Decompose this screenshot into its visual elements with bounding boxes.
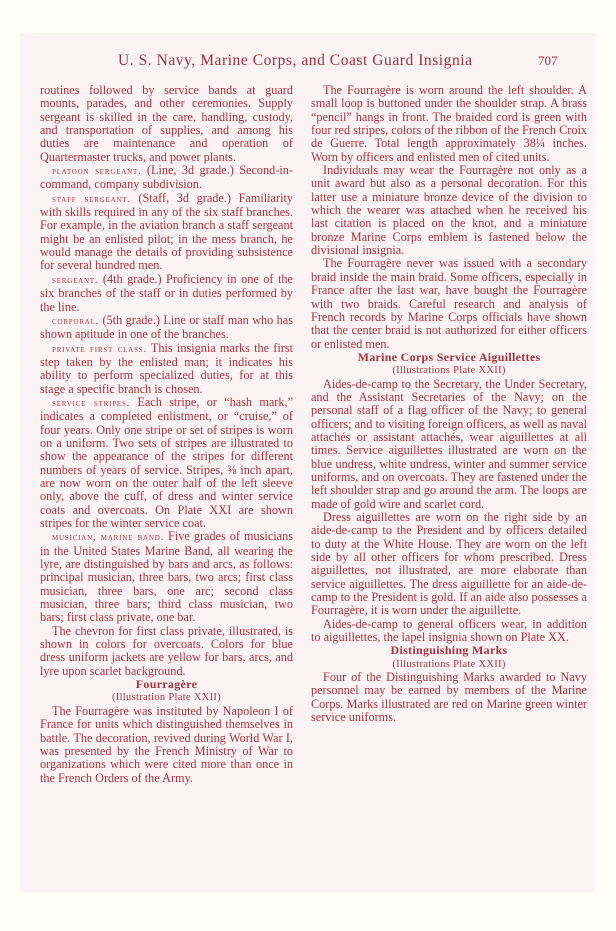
- section-heading-fourragere: Fourragère: [135, 677, 198, 692]
- paragraph-service-stripes: [40, 396, 293, 530]
- paragraph-staff-sergeant: [40, 192, 293, 273]
- definition: This insignia marks the first step taken by the enlisted man; it indicates his ability to perform specialized duties, for at this stage a specific branch is chosen.: [40, 340, 293, 396]
- term: musician, marine band.: [52, 532, 165, 544]
- right-column: [311, 84, 587, 725]
- paragraph: Aides-de-camp to general officers wear, in addition to aiguillettes, the lapel insignia shown on Plate XX.: [311, 616, 587, 645]
- paragraph-platoon-sergeant: [40, 164, 293, 192]
- page-number: 707: [538, 53, 558, 68]
- definition: Each stripe, or “hash mark,” indicates a completed enlistment, or “cruise,” of four years. Only one stripe or set of stripes is worn on a uniform. Two sets of stripes are illustrated to show the appearance of the stripes for different numbers of years of service. Stripes, ⅜ inch apart, are now worn on the outer half of the left sleeve only, above the cuff, of dress and winter service coats and overcoats. On Plate XXI are shown stripes for the winter service coat.: [40, 394, 294, 530]
- paragraph: Dress aiguillettes are worn on the right side by an aide-de-camp to the President and by officers detailed to duty at the White House. They are worn on the left side by all other officers for whom prescribed. Dress aiguillettes, not illustrated, are more elaborate than service aiguillettes. The dress aiguillette for an aide-de-camp to the President is gold. If an aide also possesses a Fourragère, it is worn under the aiguillette.: [311, 510, 587, 618]
- page-header: [0, 52, 616, 72]
- section-subheading: (Illustration Plate XXII): [112, 692, 221, 704]
- section-subheading: (Illustrations Plate XXII): [392, 658, 506, 670]
- running-title: U. S. Navy, Marine Corps, and Coast Guard Insignia: [118, 52, 473, 69]
- paragraph-private-first-class: [40, 342, 293, 396]
- section-subheading: (Illustrations Plate XXII): [392, 365, 506, 377]
- paragraph: The Fourragère is worn around the left shoulder. A small loop is buttoned under the shoulder strap. A brass “pencil” hangs in front. The braided cord is green with four red stripes, colors of the ribbon of the French Croix de Guerre. Total length approximately 38¼ inches. Worn by officers and enlisted men of cited units.: [311, 83, 587, 164]
- paragraph-musician: [40, 530, 293, 624]
- paragraph: routines followed by service bands at guard mounts, parades, and other ceremonies. Supply sergeant is skilled in the care, handling, custody, and transportation of supplies, and among his duties are maintenance and operation of Quartermaster trucks, and power plants.: [40, 83, 293, 164]
- term: service stripes.: [52, 397, 131, 409]
- section-heading-distinguishing-marks: Distinguishing Marks: [390, 643, 508, 658]
- paragraph: Four of the Distinguishing Marks awarded to Navy personnel may be earned by members of the Marine Corps. Marks illustrated are red on Marine green winter service uniforms.: [311, 670, 587, 725]
- term: platoon sergeant.: [52, 166, 142, 178]
- paragraph: Individuals may wear the Fourragère not only as a unit award but also as a personal decoration. For this latter use a miniature bronze device of the division to which the wearer was attached when he received his last citation is placed on the knot, and a miniature bronze Marine Corps emblem is fastened below the divisional insignia.: [311, 163, 587, 258]
- paragraph: The chevron for first class private, illustrated, is shown in colors for overcoats. Colors for blue dress uniform jackets are yellow for bars, arcs, and lyre upon scarlet background.: [40, 623, 293, 678]
- section-heading-aiguillettes: Marine Corps Service Aiguillettes: [357, 349, 541, 364]
- paragraph: Aides-de-camp to the Secretary, the Under Secretary, and the Assistant Secretaries of the Navy; on the personal staff of a flag officer of the Navy; to general officers; and to visiting foreign officers, as well as naval attachés or assistant attachés, wear aiguillettes at all times. Service aiguillettes illustrated are worn on the blue undress, white undress, winter and summer service uniforms, and on overcoats. They are fastened under the left shoulder strap and go around the arm. The loops are made of gold wire and scarlet cord.: [311, 376, 587, 511]
- paragraph-sergeant: [40, 273, 293, 314]
- term: private first class.: [52, 343, 147, 355]
- paragraph: The Fourragère was instituted by Napoleon I of France for units which distinguished themselves in battle. The decoration, revived during World War I, was presented by the French Ministry of War to organizations which were cited more than once in the French Orders of the Army.: [40, 703, 293, 785]
- term: sergeant.: [52, 274, 99, 286]
- definition: (5th grade.) Line or staff man who has shown aptitude in one of the branches.: [40, 312, 293, 342]
- paragraph: The Fourragère never was issued with a secondary braid inside the main braid. Some officers, especially in France after the last war, have bought the Fourragère with two braids. Careful research and analysis of French records by Marine Corps officials have shown that the center braid is not authorized for either officers or enlisted men.: [311, 256, 587, 351]
- left-column: [40, 84, 293, 785]
- paragraph-corporal: [40, 314, 293, 342]
- definition: Five grades of musicians in the United States Marine Band, all wearing the lyre, are distinguished by bars and arcs, as follows: principal musician, three bars, two arcs; first class musician, three bars, one arc; second class musician, three bars; third class musician, two bars; first class private, one bar.: [40, 529, 293, 625]
- definition: (4th grade.) Proficiency in one of the six branches of the staff or in duties performed by the line.: [40, 271, 293, 314]
- term: staff sergeant.: [52, 193, 131, 205]
- term: corporal.: [52, 315, 100, 327]
- definition: (Staff, 3d grade.) Familiarity with skills required in any of the six staff branches. For example, in the aviation branch a staff sergeant might be an enlisted pilot; in the mess branch, he would manage the details of providing subsistence for several hundred men.: [40, 190, 294, 273]
- definition: (Line, 3d grade.) Second-in-command, company subdivision.: [40, 163, 293, 192]
